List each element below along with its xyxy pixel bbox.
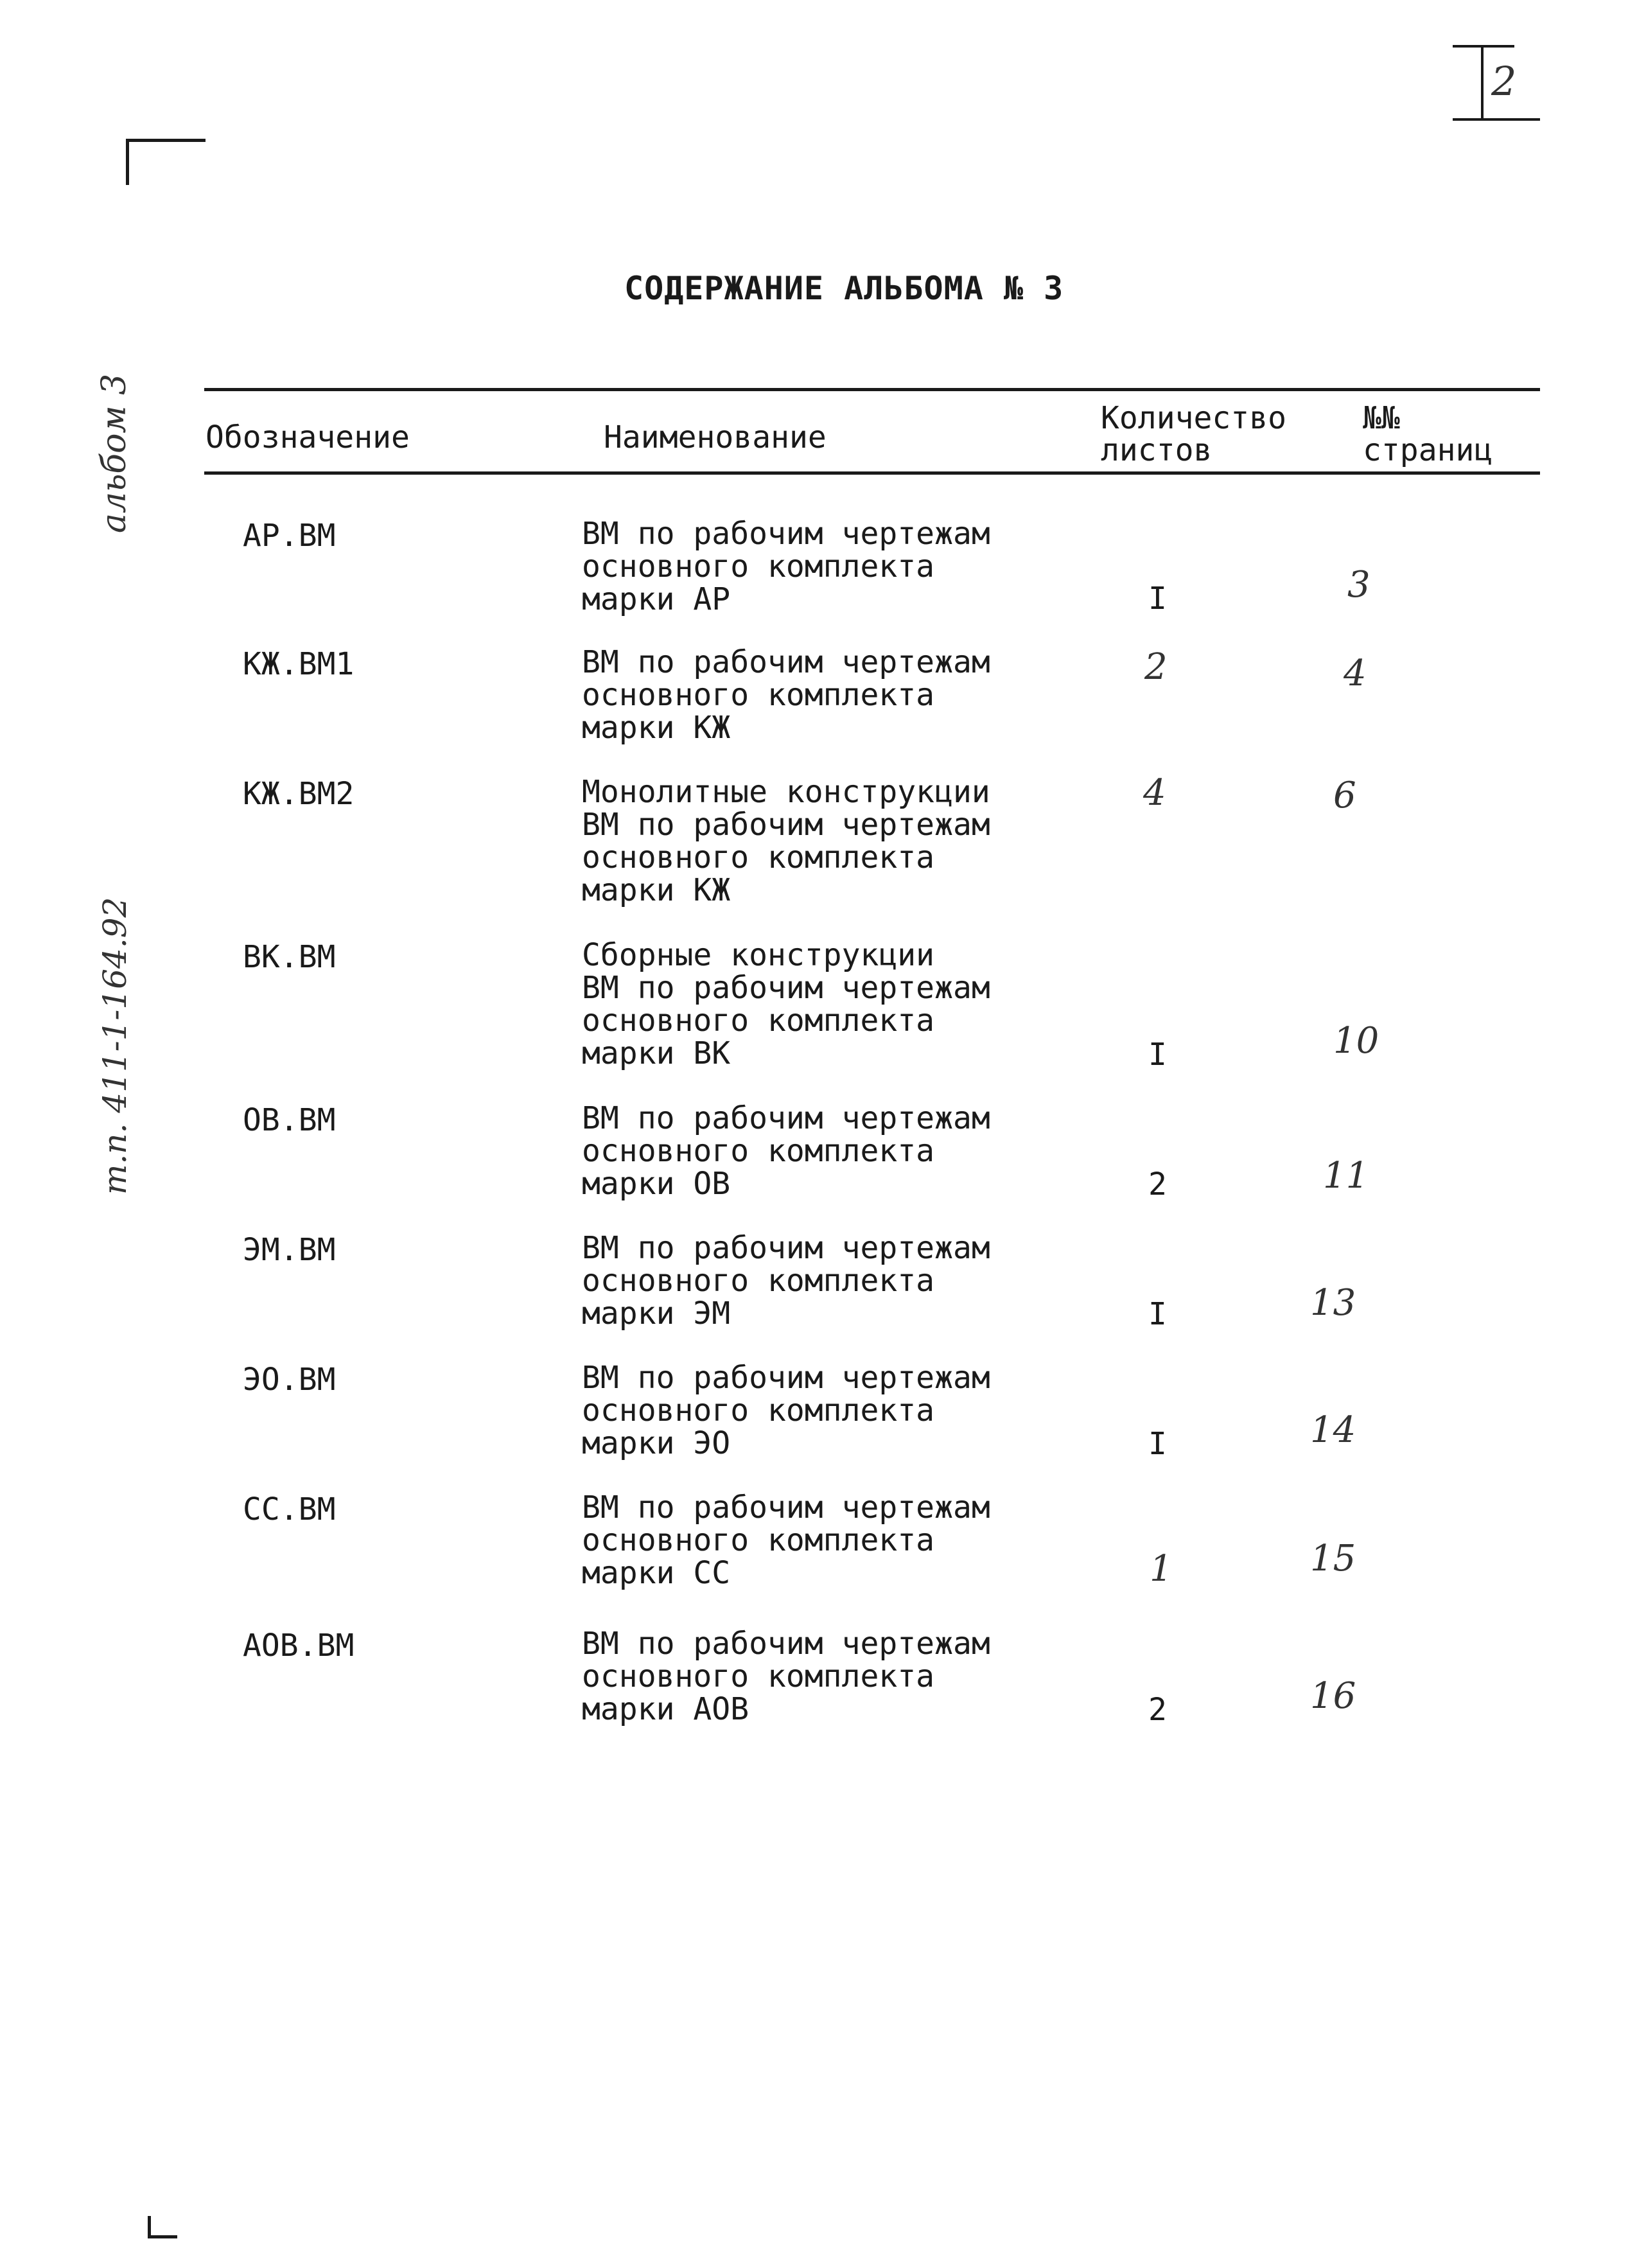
row-name-line: ВМ по рабочим чертежам — [582, 1230, 990, 1266]
row-name-line: марки КЖ — [582, 710, 731, 746]
table-rule-header — [204, 471, 1540, 475]
row-name-line: ВМ по рабочим чертежам — [582, 1626, 990, 1662]
page-number: 2 — [1491, 58, 1517, 105]
header-code: Обозначение — [206, 419, 410, 455]
row-name-line: основного комплекта — [582, 1658, 935, 1694]
row-page: 4 — [1344, 653, 1367, 694]
row-name-line: марки ОВ — [582, 1166, 731, 1202]
row-name — [582, 1362, 990, 1460]
row-name-line: основного комплекта — [582, 1393, 935, 1428]
corner-mark-top-left-vertical — [126, 139, 129, 185]
row-sheets: 4 — [1143, 772, 1166, 814]
row-name-line: ВМ по рабочим чертежам — [582, 807, 990, 843]
row-name-line: ВМ по рабочим чертежам — [582, 970, 990, 1006]
row-code: СС.ВМ — [243, 1491, 336, 1527]
header-pages-line1: №№ — [1363, 400, 1400, 436]
row-name-line: основного комплекта — [582, 549, 935, 585]
row-name-line: марки КЖ — [582, 872, 731, 908]
row-code: АР.ВМ — [243, 518, 336, 554]
row-code: ВК.ВМ — [243, 939, 336, 975]
header-name: Наименование — [604, 419, 827, 455]
row-name-line: ВМ по рабочим чертежам — [582, 644, 990, 680]
row-code: ЭО.ВМ — [243, 1362, 336, 1398]
page-number-frame-top — [1453, 45, 1514, 48]
row-page: 14 — [1310, 1409, 1356, 1451]
row-name-line: ВМ по рабочим чертежам — [582, 1490, 990, 1525]
row-name-line: основного комплекта — [582, 1263, 935, 1299]
row-sheets: I — [1148, 1296, 1167, 1332]
row-page: 11 — [1323, 1155, 1369, 1197]
row-sheets: I — [1148, 1037, 1167, 1073]
row-sheets: I — [1148, 581, 1167, 617]
header-sheets-line1: Количество — [1101, 400, 1286, 436]
row-name-line: основного комплекта — [582, 840, 935, 875]
row-name — [582, 1628, 990, 1726]
row-name — [582, 518, 990, 616]
header-sheets — [1101, 402, 1286, 467]
row-code: АОВ.ВМ — [243, 1628, 355, 1664]
row-code: ОВ.ВМ — [243, 1102, 336, 1138]
corner-mark-bottom-left-vertical — [148, 2216, 151, 2238]
row-name-line: марки ВК — [582, 1035, 731, 1071]
row-name — [582, 1491, 990, 1590]
row-name-line: марки СС — [582, 1555, 731, 1591]
row-sheets: 2 — [1144, 646, 1168, 688]
row-name-line: ВМ по рабочим чертежам — [582, 1100, 990, 1136]
header-pages — [1363, 402, 1493, 467]
row-page: 10 — [1333, 1020, 1379, 1062]
row-name-line: марки АОВ — [582, 1691, 749, 1727]
row-sheets: I — [1148, 1426, 1167, 1462]
row-name-line: Сборные конструкции — [582, 937, 935, 973]
row-page: 3 — [1347, 564, 1370, 606]
row-code: КЖ.ВМ1 — [243, 646, 355, 682]
row-name — [582, 646, 990, 744]
page-title: СОДЕРЖАНИЕ АЛЬБОМА № 3 — [624, 270, 1064, 307]
margin-note-album: альбом 3 — [95, 373, 134, 533]
row-name-line: основного комплекта — [582, 1522, 935, 1558]
row-page: 13 — [1310, 1282, 1356, 1324]
row-name-line: основного комплекта — [582, 1133, 935, 1169]
row-name-line: марки ЭМ — [582, 1296, 731, 1332]
page-number-frame-divider — [1481, 45, 1484, 121]
row-name-line: Монолитные конструкции — [582, 774, 990, 810]
page-number-frame-bottom — [1453, 118, 1540, 121]
row-name — [582, 776, 990, 907]
row-page: 6 — [1333, 775, 1356, 816]
header-sheets-line2: листов — [1101, 432, 1213, 469]
row-name-line: марки АР — [582, 581, 731, 617]
row-sheets: 1 — [1150, 1548, 1173, 1590]
header-pages-line2: страниц — [1363, 432, 1493, 469]
row-page: 16 — [1310, 1675, 1356, 1717]
row-name-line: ВМ по рабочим чертежам — [582, 1360, 990, 1396]
table-rule-top — [204, 388, 1540, 391]
row-name-line: основного комплекта — [582, 677, 935, 713]
row-name-line: ВМ по рабочим чертежам — [582, 516, 990, 552]
row-name-line: марки ЭО — [582, 1425, 731, 1461]
corner-mark-bottom-left — [148, 2235, 177, 2238]
row-name — [582, 1232, 990, 1330]
corner-mark-top-left — [126, 139, 206, 142]
row-code: КЖ.ВМ2 — [243, 776, 355, 812]
row-sheets: 2 — [1148, 1692, 1167, 1728]
row-code: ЭМ.ВМ — [243, 1232, 336, 1268]
row-name-line: основного комплекта — [582, 1003, 935, 1039]
margin-note-project-code: т.п. 411-1-164.92 — [96, 897, 134, 1195]
row-sheets: 2 — [1148, 1166, 1167, 1202]
row-page: 15 — [1310, 1538, 1356, 1579]
row-name — [582, 1102, 990, 1200]
row-name — [582, 939, 990, 1070]
